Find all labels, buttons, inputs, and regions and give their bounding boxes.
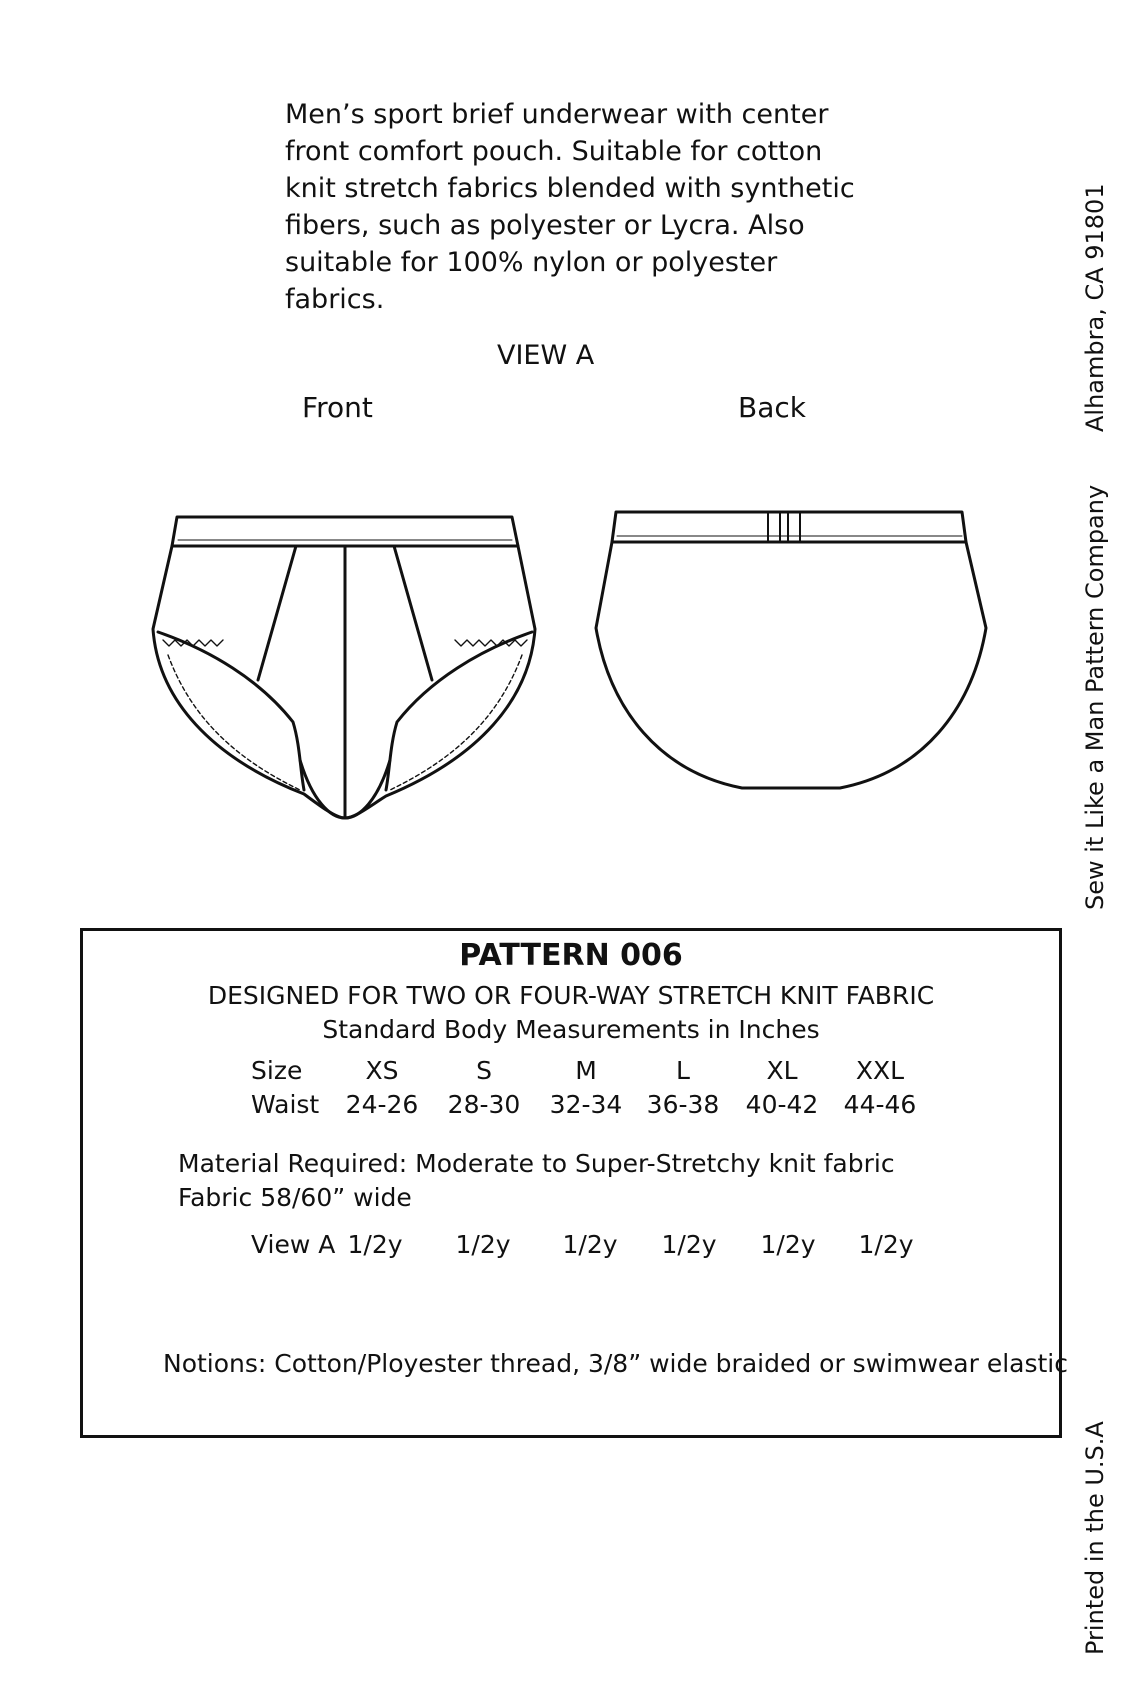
size-s: S bbox=[476, 1056, 492, 1085]
pattern-title: PATTERN 006 bbox=[459, 938, 683, 973]
waist-m: 32-34 bbox=[549, 1090, 623, 1119]
view-title: VIEW A bbox=[497, 340, 595, 371]
notions: Notions: Cotton/Ployester thread, 3/8” wide braided or swimwear elastic bbox=[163, 1349, 1068, 1378]
printed-notice: Printed in the U.S.A bbox=[1081, 1421, 1109, 1655]
waist-xl: 40-42 bbox=[745, 1090, 819, 1119]
pattern-info-box bbox=[80, 928, 1068, 1438]
size-m: M bbox=[575, 1056, 597, 1085]
material-required: Material Required: Moderate to Super-Stretchy knit fabric bbox=[178, 1149, 895, 1178]
size-xxl: XXL bbox=[855, 1056, 905, 1085]
front-label: Front bbox=[302, 391, 373, 424]
fabric-width: Fabric 58/60” wide bbox=[178, 1183, 412, 1212]
description-line: knit stretch fabrics blended with synthetic bbox=[285, 173, 855, 204]
waist-label: Waist bbox=[251, 1090, 320, 1119]
size-xl: XL bbox=[766, 1056, 798, 1085]
yardage-xl: 1/2y bbox=[760, 1230, 816, 1259]
waist-xxl: 44-46 bbox=[843, 1090, 917, 1119]
description-line: fibers, such as polyester or Lycra. Also bbox=[285, 210, 805, 241]
yardage-s: 1/2y bbox=[455, 1230, 511, 1259]
back-view-drawing bbox=[596, 512, 986, 788]
yardage-xxl: 1/2y bbox=[858, 1230, 914, 1259]
description-line: front comfort pouch. Suitable for cotton bbox=[285, 136, 823, 167]
back-label: Back bbox=[738, 391, 806, 424]
company-name: Sew it Like a Man Pattern Company bbox=[1081, 484, 1109, 910]
waist-xs: 24-26 bbox=[345, 1090, 419, 1119]
view-a-label: View A bbox=[251, 1230, 336, 1259]
size-label: Size bbox=[251, 1056, 303, 1085]
size-xs: XS bbox=[365, 1056, 399, 1085]
measurements-heading: Standard Body Measurements in Inches bbox=[322, 1015, 820, 1044]
description-line: Men’s sport brief underwear with center bbox=[285, 99, 829, 130]
yardage-m: 1/2y bbox=[562, 1230, 618, 1259]
waist-l: 36-38 bbox=[646, 1090, 720, 1119]
yardage-xs: 1/2y bbox=[347, 1230, 403, 1259]
front-view-drawing bbox=[153, 517, 535, 818]
company-address: Alhambra, CA 91801 bbox=[1081, 183, 1109, 432]
description-line: fabrics. bbox=[285, 284, 385, 315]
waist-s: 28-30 bbox=[447, 1090, 521, 1119]
size-l: L bbox=[676, 1056, 690, 1085]
description-line: suitable for 100% nylon or polyester bbox=[285, 247, 778, 278]
fabric-designation: DESIGNED FOR TWO OR FOUR-WAY STRETCH KNIT FABRIC bbox=[207, 981, 935, 1010]
yardage-l: 1/2y bbox=[661, 1230, 717, 1259]
